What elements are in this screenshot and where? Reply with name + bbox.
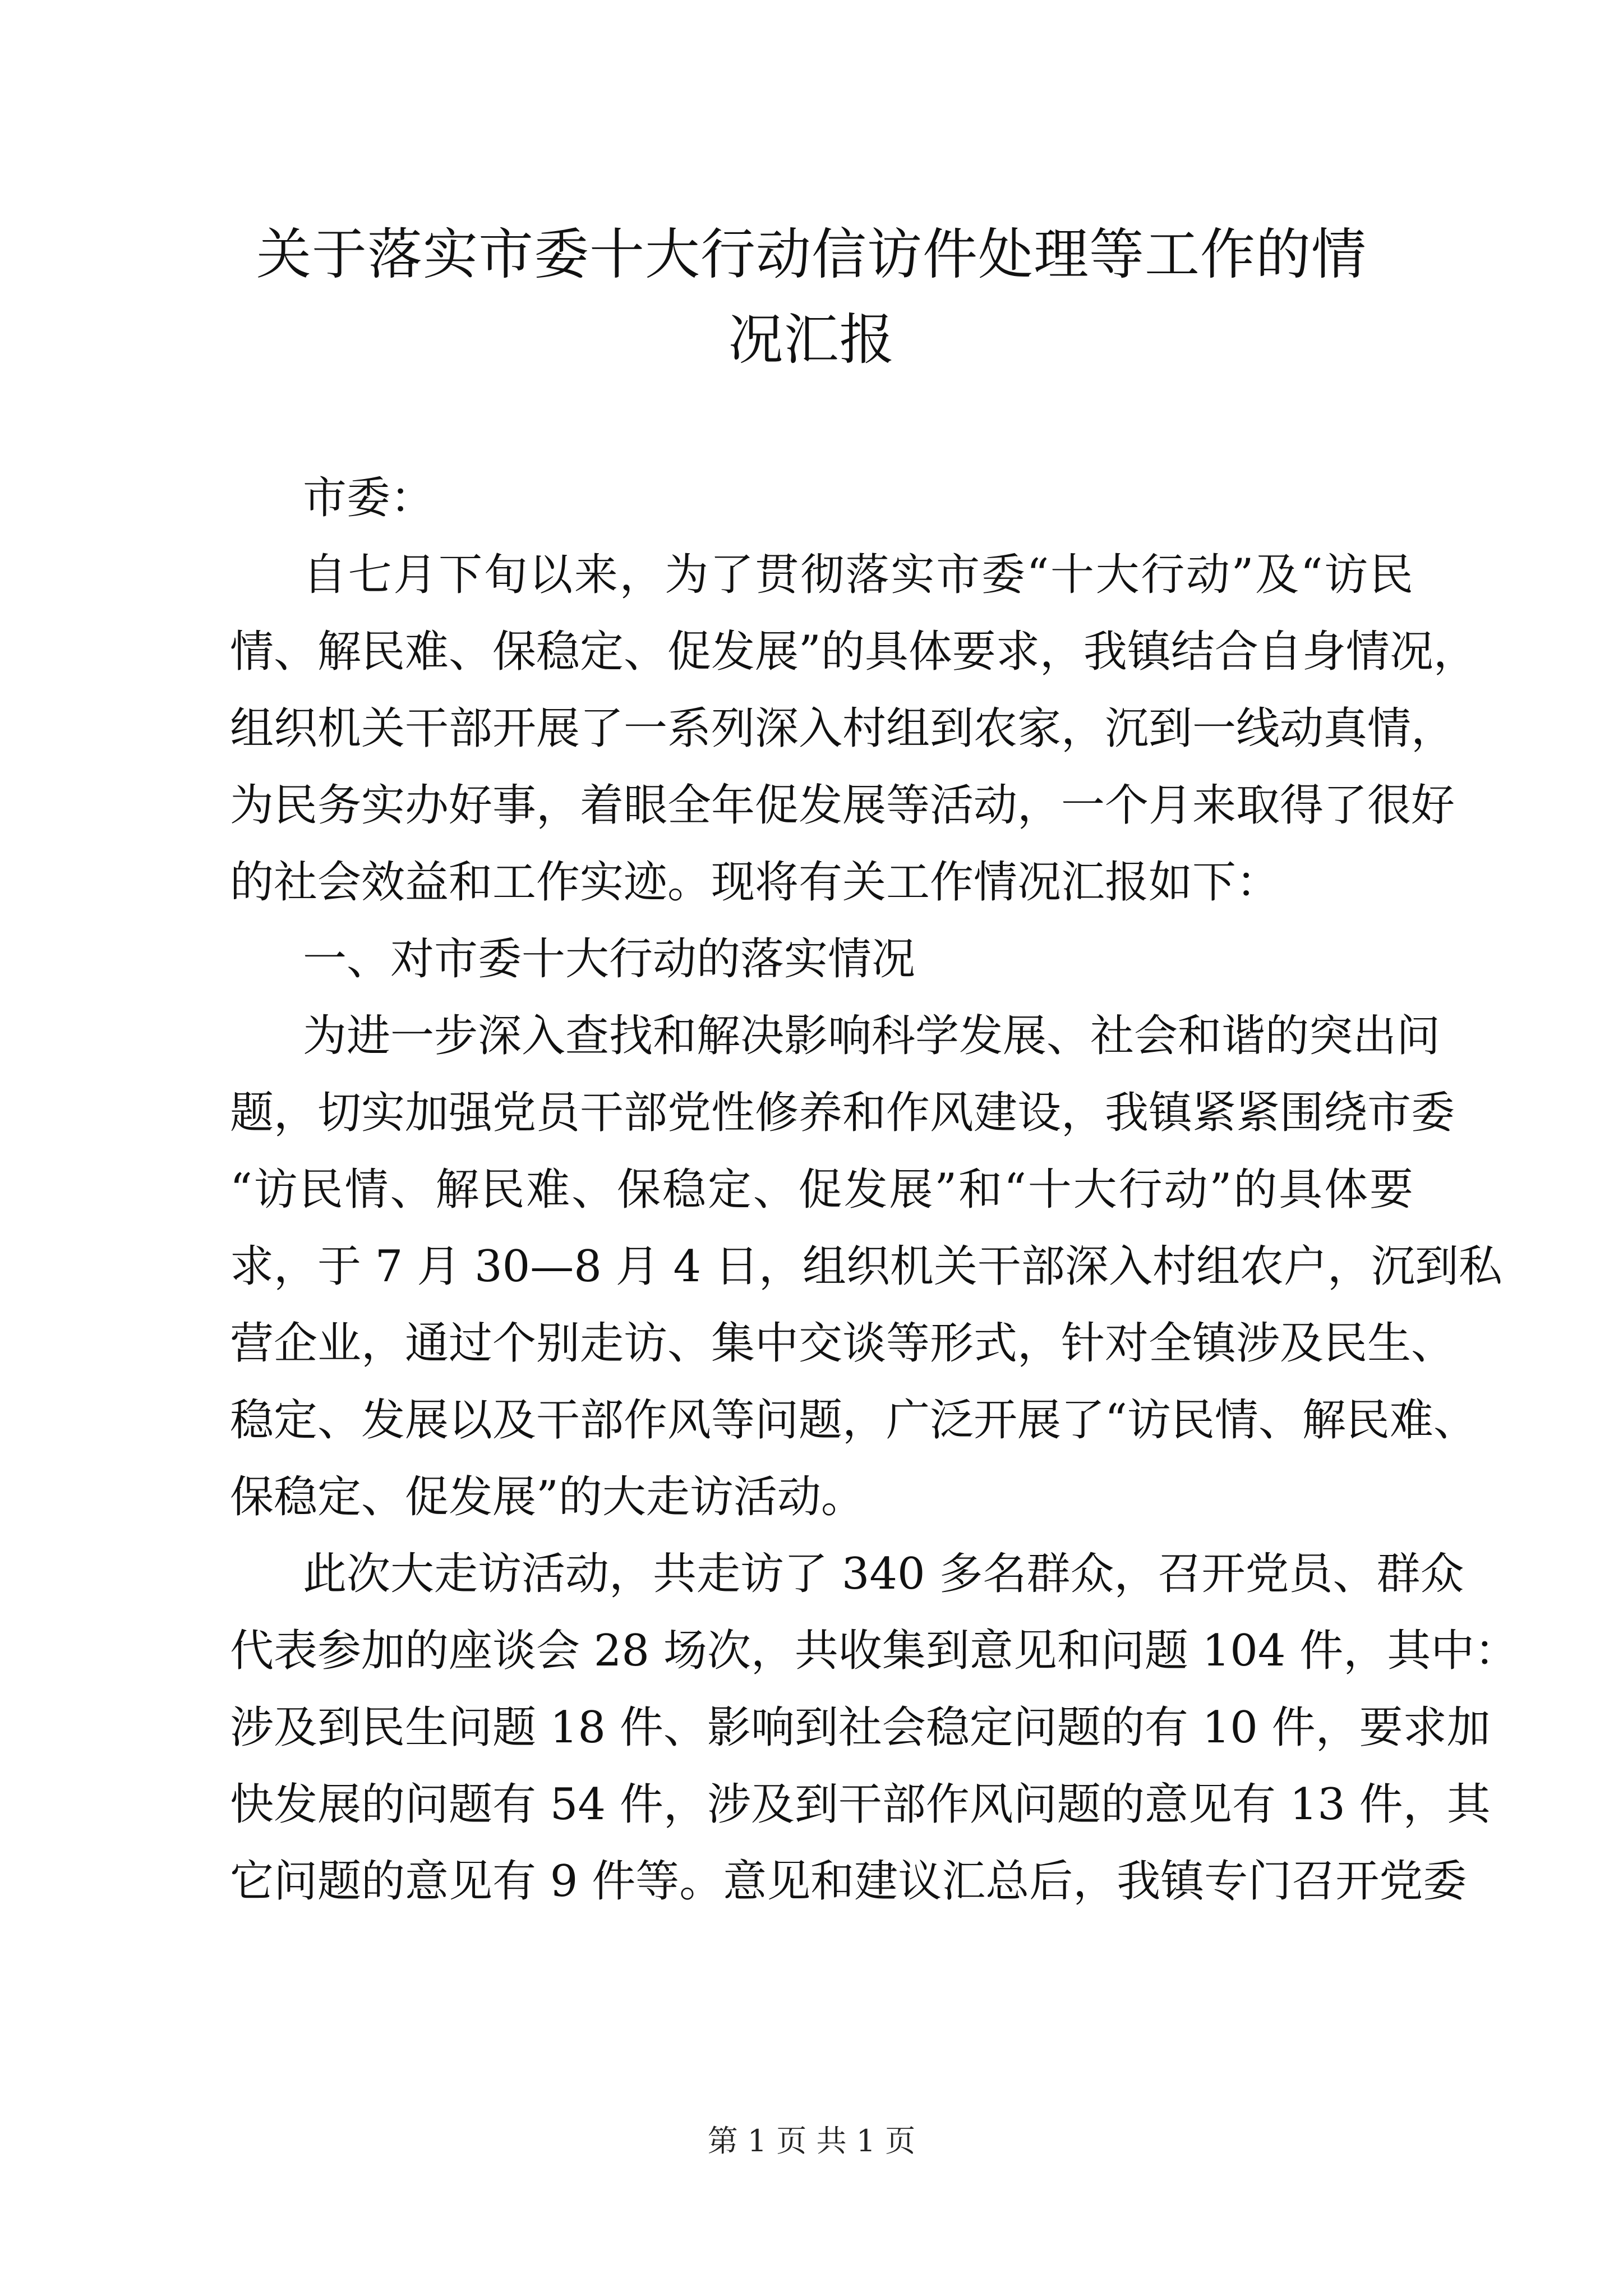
salutation: 市委：	[303, 473, 435, 523]
body-line: 保稳定、促发展”的大走访活动。	[230, 1472, 865, 1522]
section-heading: 一、对市委十大行动的落实情况	[303, 934, 916, 984]
document-title	[168, 212, 1455, 383]
body-line: 情、解民难、保稳定、促发展”的具体要求，我镇结合自身情况，	[230, 627, 1477, 677]
body-line: 组织机关干部开展了一系列深入村组到农家，沉到一线动真情，	[230, 703, 1455, 754]
title-line-2: 况汇报	[728, 308, 895, 372]
body-line: 稳定、发展以及干部作风等问题，广泛开展了“访民情、解民难、	[230, 1395, 1477, 1446]
body-line: 涉及到民生问题 18 件、影响到社会稳定问题的有 10 件，要求加	[230, 1703, 1491, 1753]
body-line: 自七月下旬以来，为了贯彻落实市委“十大行动”及“访民	[303, 550, 1413, 600]
body-line: 它问题的意见有 9 件等。意见和建议汇总后，我镇专门召开党委	[230, 1856, 1467, 1907]
body-line: 的社会效益和工作实迹。现将有关工作情况汇报如下：	[230, 857, 1280, 908]
body-line: 题，切实加强党员干部党性修养和作风建设，我镇紧紧围绕市委	[230, 1088, 1455, 1138]
body-line: 为进一步深入查找和解决影响科学发展、社会和谐的突出问	[303, 1011, 1441, 1061]
body-line: 为民务实办好事，着眼全年促发展等活动，一个月来取得了很好	[230, 780, 1455, 831]
body-line: 求，于 7 月 30—8 月 4 日，组织机关干部深入村组农户，沉到私	[230, 1241, 1502, 1292]
body-line: 营企业，通过个别走访、集中交谈等形式，针对全镇涉及民生、	[230, 1318, 1455, 1369]
title-line-1: 关于落实市委十大行动信访件处理等工作的情	[256, 223, 1367, 287]
body-line: 此次大走访活动，共走访了 340 多名群众，召开党员、群众	[303, 1549, 1464, 1599]
body-line: 代表参加的座谈会 28 场次，共收集到意见和问题 104 件，其中：	[230, 1626, 1519, 1676]
page-number-footer: 第 1 页 共 1 页	[707, 2123, 916, 2159]
body-line: 快发展的问题有 54 件，涉及到干部作风问题的意见有 13 件，其	[230, 1779, 1491, 1830]
body-line: “访民情、解民难、保稳定、促发展”和“十大行动”的具体要	[230, 1165, 1413, 1215]
